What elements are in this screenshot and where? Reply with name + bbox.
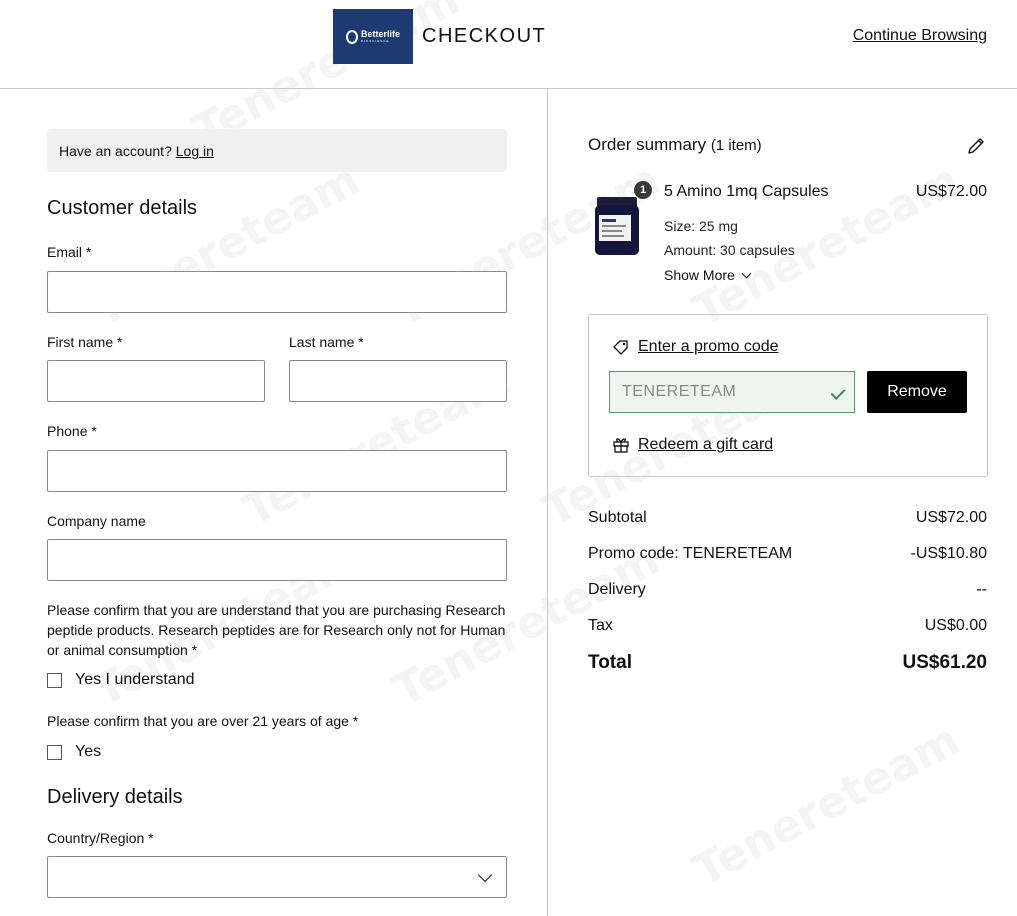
column-divider (547, 89, 548, 916)
product-amount: Amount: 30 capsules (664, 242, 795, 258)
promo-code-input[interactable] (609, 371, 855, 413)
research-confirm-option: Yes I understand (75, 671, 195, 688)
check-icon (831, 385, 846, 400)
research-confirm-checkbox[interactable] (47, 673, 62, 688)
watermark-text (685, 714, 968, 897)
last-name-label: Last name * (289, 334, 364, 350)
research-confirm-row[interactable] (47, 671, 195, 689)
first-name-field[interactable] (47, 360, 265, 402)
gift-icon (612, 436, 630, 454)
delivery-details-heading: Delivery details (47, 786, 183, 808)
dna-logo-icon (346, 30, 358, 44)
order-summary-label: Order summary (588, 135, 707, 154)
country-select[interactable] (47, 856, 507, 898)
phone-label: Phone * (47, 423, 97, 439)
account-banner (47, 129, 507, 172)
remove-promo-button[interactable]: Remove (867, 371, 967, 413)
show-more-label: Show More (664, 267, 735, 283)
order-summary-title (588, 135, 762, 155)
company-label: Company name (47, 513, 146, 529)
promo-discount-label: Promo code: TENERETEAM (588, 545, 793, 562)
gift-card-toggle[interactable] (612, 436, 773, 454)
subtotal-row (588, 509, 987, 527)
page-title: CHECKOUT (422, 25, 547, 47)
logo-text: Betterlife (360, 29, 400, 39)
subtotal-label: Subtotal (588, 509, 647, 526)
country-label: Country/Region * (47, 830, 154, 846)
logo-subtext: BIOSCIENCE (360, 39, 390, 43)
chevron-down-icon (478, 868, 492, 882)
customer-details-heading: Customer details (47, 197, 198, 219)
tag-icon (612, 338, 630, 356)
gift-card-link-label: Redeem a gift card (638, 436, 774, 453)
delivery-label: Delivery (588, 581, 646, 598)
total-value: US$61.20 (902, 652, 987, 673)
email-label: Email * (47, 244, 92, 260)
product-thumbnail (591, 193, 643, 259)
promo-code-link-label: Enter a promo code (638, 338, 779, 355)
edit-pencil-icon[interactable] (966, 136, 986, 156)
chevron-down-icon (741, 268, 751, 278)
account-prompt: Have an account? (59, 143, 172, 159)
age-confirm-row[interactable] (47, 743, 101, 761)
product-name: 5 Amino 1mq Capsules (664, 183, 829, 200)
login-link[interactable]: Log in (175, 143, 214, 159)
delivery-row (588, 581, 987, 599)
checkout-header (0, 0, 1017, 89)
promo-code-value: TENERETEAM (622, 383, 737, 400)
tax-value: US$0.00 (924, 617, 987, 634)
product-price: US$72.00 (915, 183, 987, 200)
phone-input[interactable] (48, 451, 506, 491)
age-confirm-checkbox[interactable] (47, 745, 62, 760)
first-name-label: First name * (47, 334, 123, 350)
tax-label: Tax (588, 617, 613, 634)
age-confirm-text: Please confirm that you are over 21 years of age * (47, 713, 359, 729)
last-name-field[interactable] (289, 360, 507, 402)
first-name-input[interactable] (48, 361, 264, 401)
product-size: Size: 25 mg (664, 218, 738, 234)
tax-row (588, 617, 987, 635)
last-name-input[interactable] (290, 361, 506, 401)
brand-logo[interactable] (333, 9, 413, 64)
order-item-count: (1 item) (710, 137, 762, 154)
company-input[interactable] (48, 540, 506, 580)
research-confirm-text: Please confirm that you are understand that you are purchasing Research peptide products. Research peptides are for Research only not for Human or animal consumption * (47, 602, 506, 658)
show-more-toggle[interactable] (664, 267, 750, 283)
delivery-value: -- (976, 581, 987, 598)
company-field[interactable] (47, 539, 507, 581)
age-confirm-option: Yes (75, 743, 102, 760)
phone-field[interactable] (47, 450, 507, 492)
promo-discount-row (588, 545, 987, 563)
promo-discount-value: -US$10.80 (910, 545, 987, 562)
total-row (588, 652, 987, 674)
email-field[interactable] (47, 271, 507, 313)
subtotal-value: US$72.00 (915, 509, 987, 526)
total-label: Total (588, 652, 632, 673)
continue-browsing-link[interactable]: Continue Browsing (852, 27, 987, 44)
email-input[interactable] (48, 272, 506, 312)
quantity-badge: 1 (634, 181, 652, 199)
promo-code-toggle[interactable] (612, 338, 779, 356)
